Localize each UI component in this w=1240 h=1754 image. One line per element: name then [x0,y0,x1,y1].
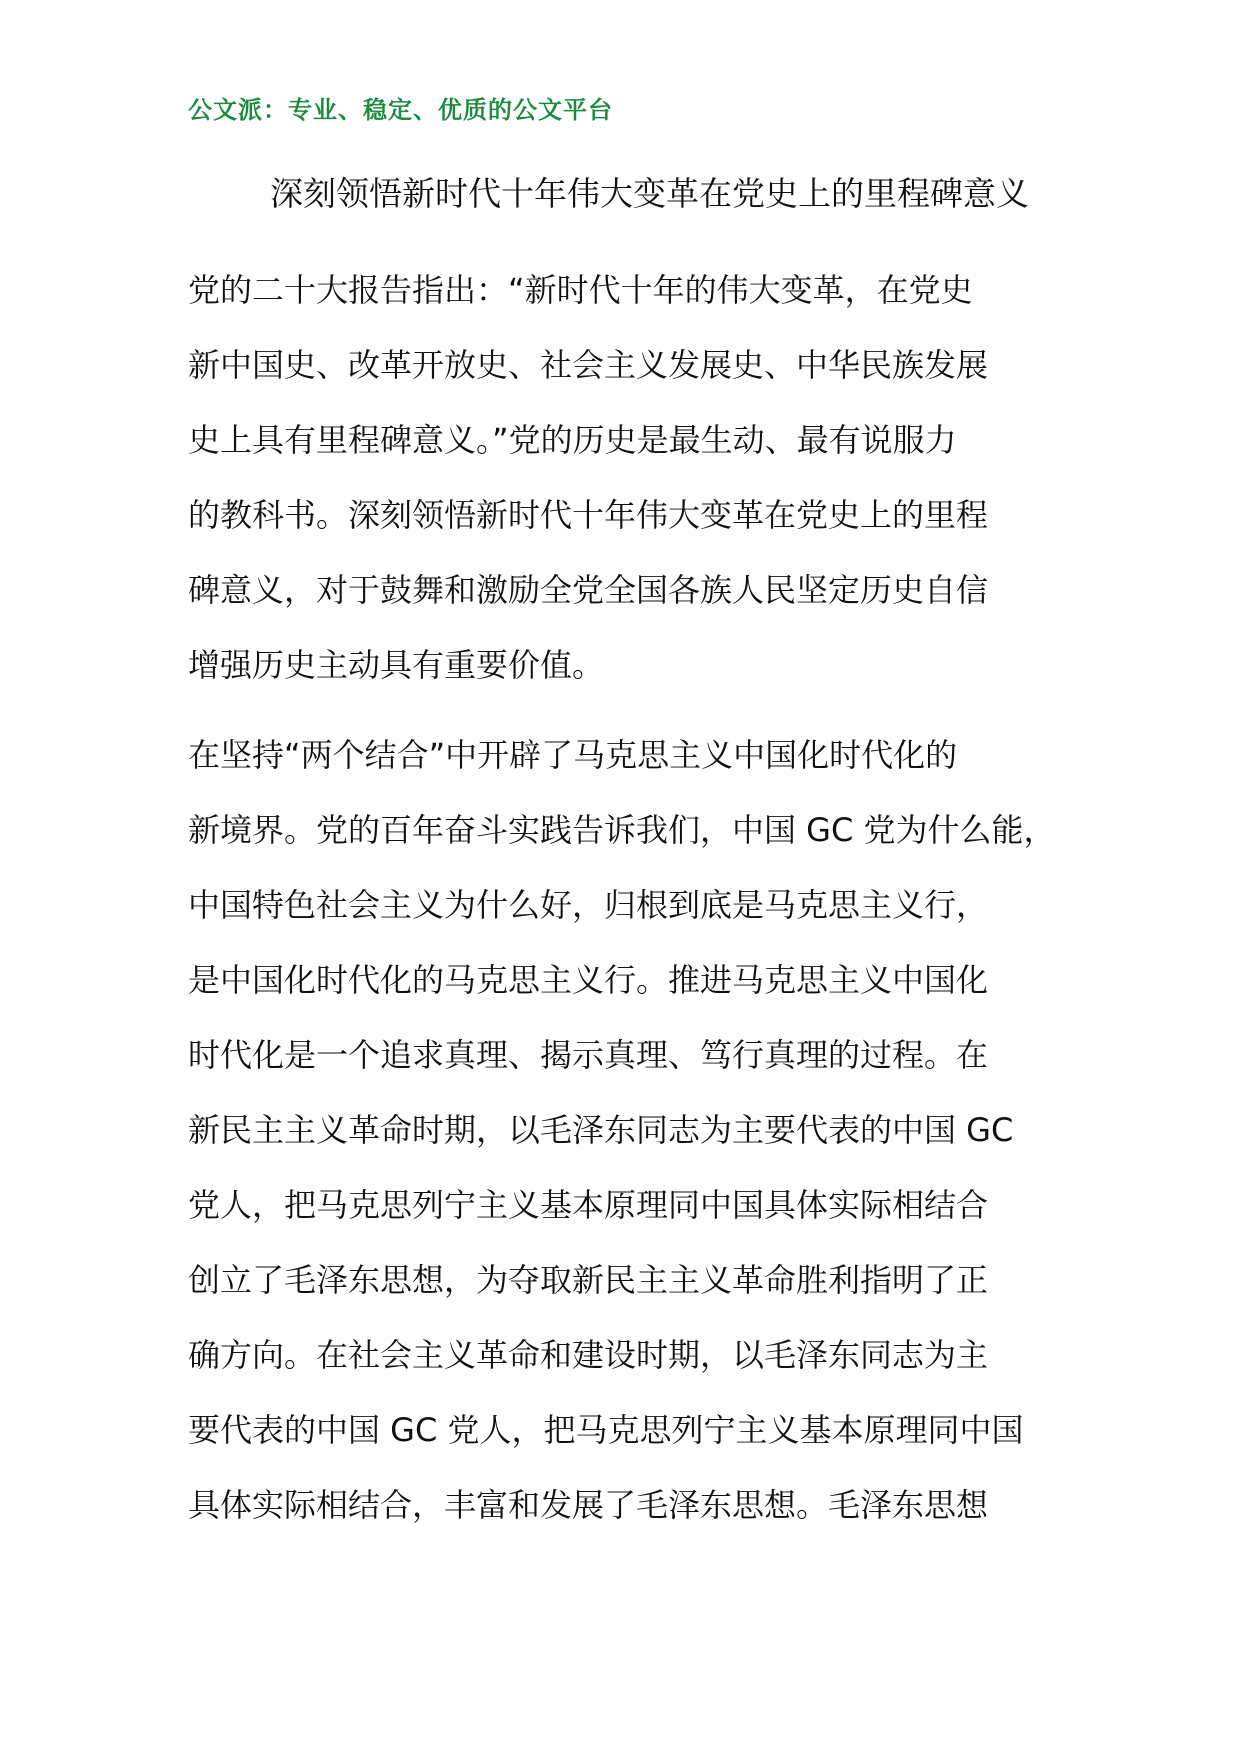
paragraph-line: 具体实际相结合，丰富和发展了毛泽东思想。毛泽东思想 [188,1486,989,1524]
paragraph-line: 创立了毛泽东思想，为夺取新民主主义革命胜利指明了正 [188,1261,989,1299]
paragraph-1 [188,253,1088,703]
document-title: 深刻领悟新时代十年伟大变革在党史上的里程碑意义 [270,174,1029,213]
paragraph-line: 中国特色社会主义为什么好，归根到底是马克思主义行， [188,886,989,924]
paragraph-2 [188,718,1088,1543]
paragraph-line: 党人，把马克思列宁主义基本原理同中国具体实际相结合 [188,1186,989,1224]
paragraph-line: 碑意义，对于鼓舞和激励全党全国各族人民坚定历史自信 [188,571,989,609]
paragraph-line: 党的二十大报告指出：“新时代十年的伟大变革，在党史 [188,271,973,309]
paragraph-line: 时代化是一个追求真理、揭示真理、笃行真理的过程。在 [188,1036,989,1074]
paragraph-line: 要代表的中国 GC 党人，把马克思列宁主义基本原理同中国 [188,1411,1024,1449]
paragraph-line: 增强历史主动具有重要价值。 [188,646,605,684]
paragraph-line: 史上具有里程碑意义。”党的历史是最生动、最有说服力 [188,421,957,459]
paragraph-line: 确方向。在社会主义革命和建设时期，以毛泽东同志为主 [188,1336,989,1374]
paragraph-line: 的教科书。深刻领悟新时代十年伟大变革在党史上的里程 [188,496,989,534]
paragraph-line: 新中国史、改革开放史、社会主义发展史、中华民族发展 [188,346,989,384]
paragraph-line: 是中国化时代化的马克思主义行。推进马克思主义中国化 [188,961,989,999]
brand-header: 公文派：专业、稳定、优质的公文平台 [188,96,613,124]
paragraph-line: 新境界。党的百年奋斗实践告诉我们，中国 GC 党为什么能， [188,811,1056,849]
paragraph-line: 在坚持“两个结合”中开辟了马克思主义中国化时代化的 [188,736,958,774]
paragraph-line: 新民主主义革命时期，以毛泽东同志为主要代表的中国 GC [188,1111,1014,1149]
